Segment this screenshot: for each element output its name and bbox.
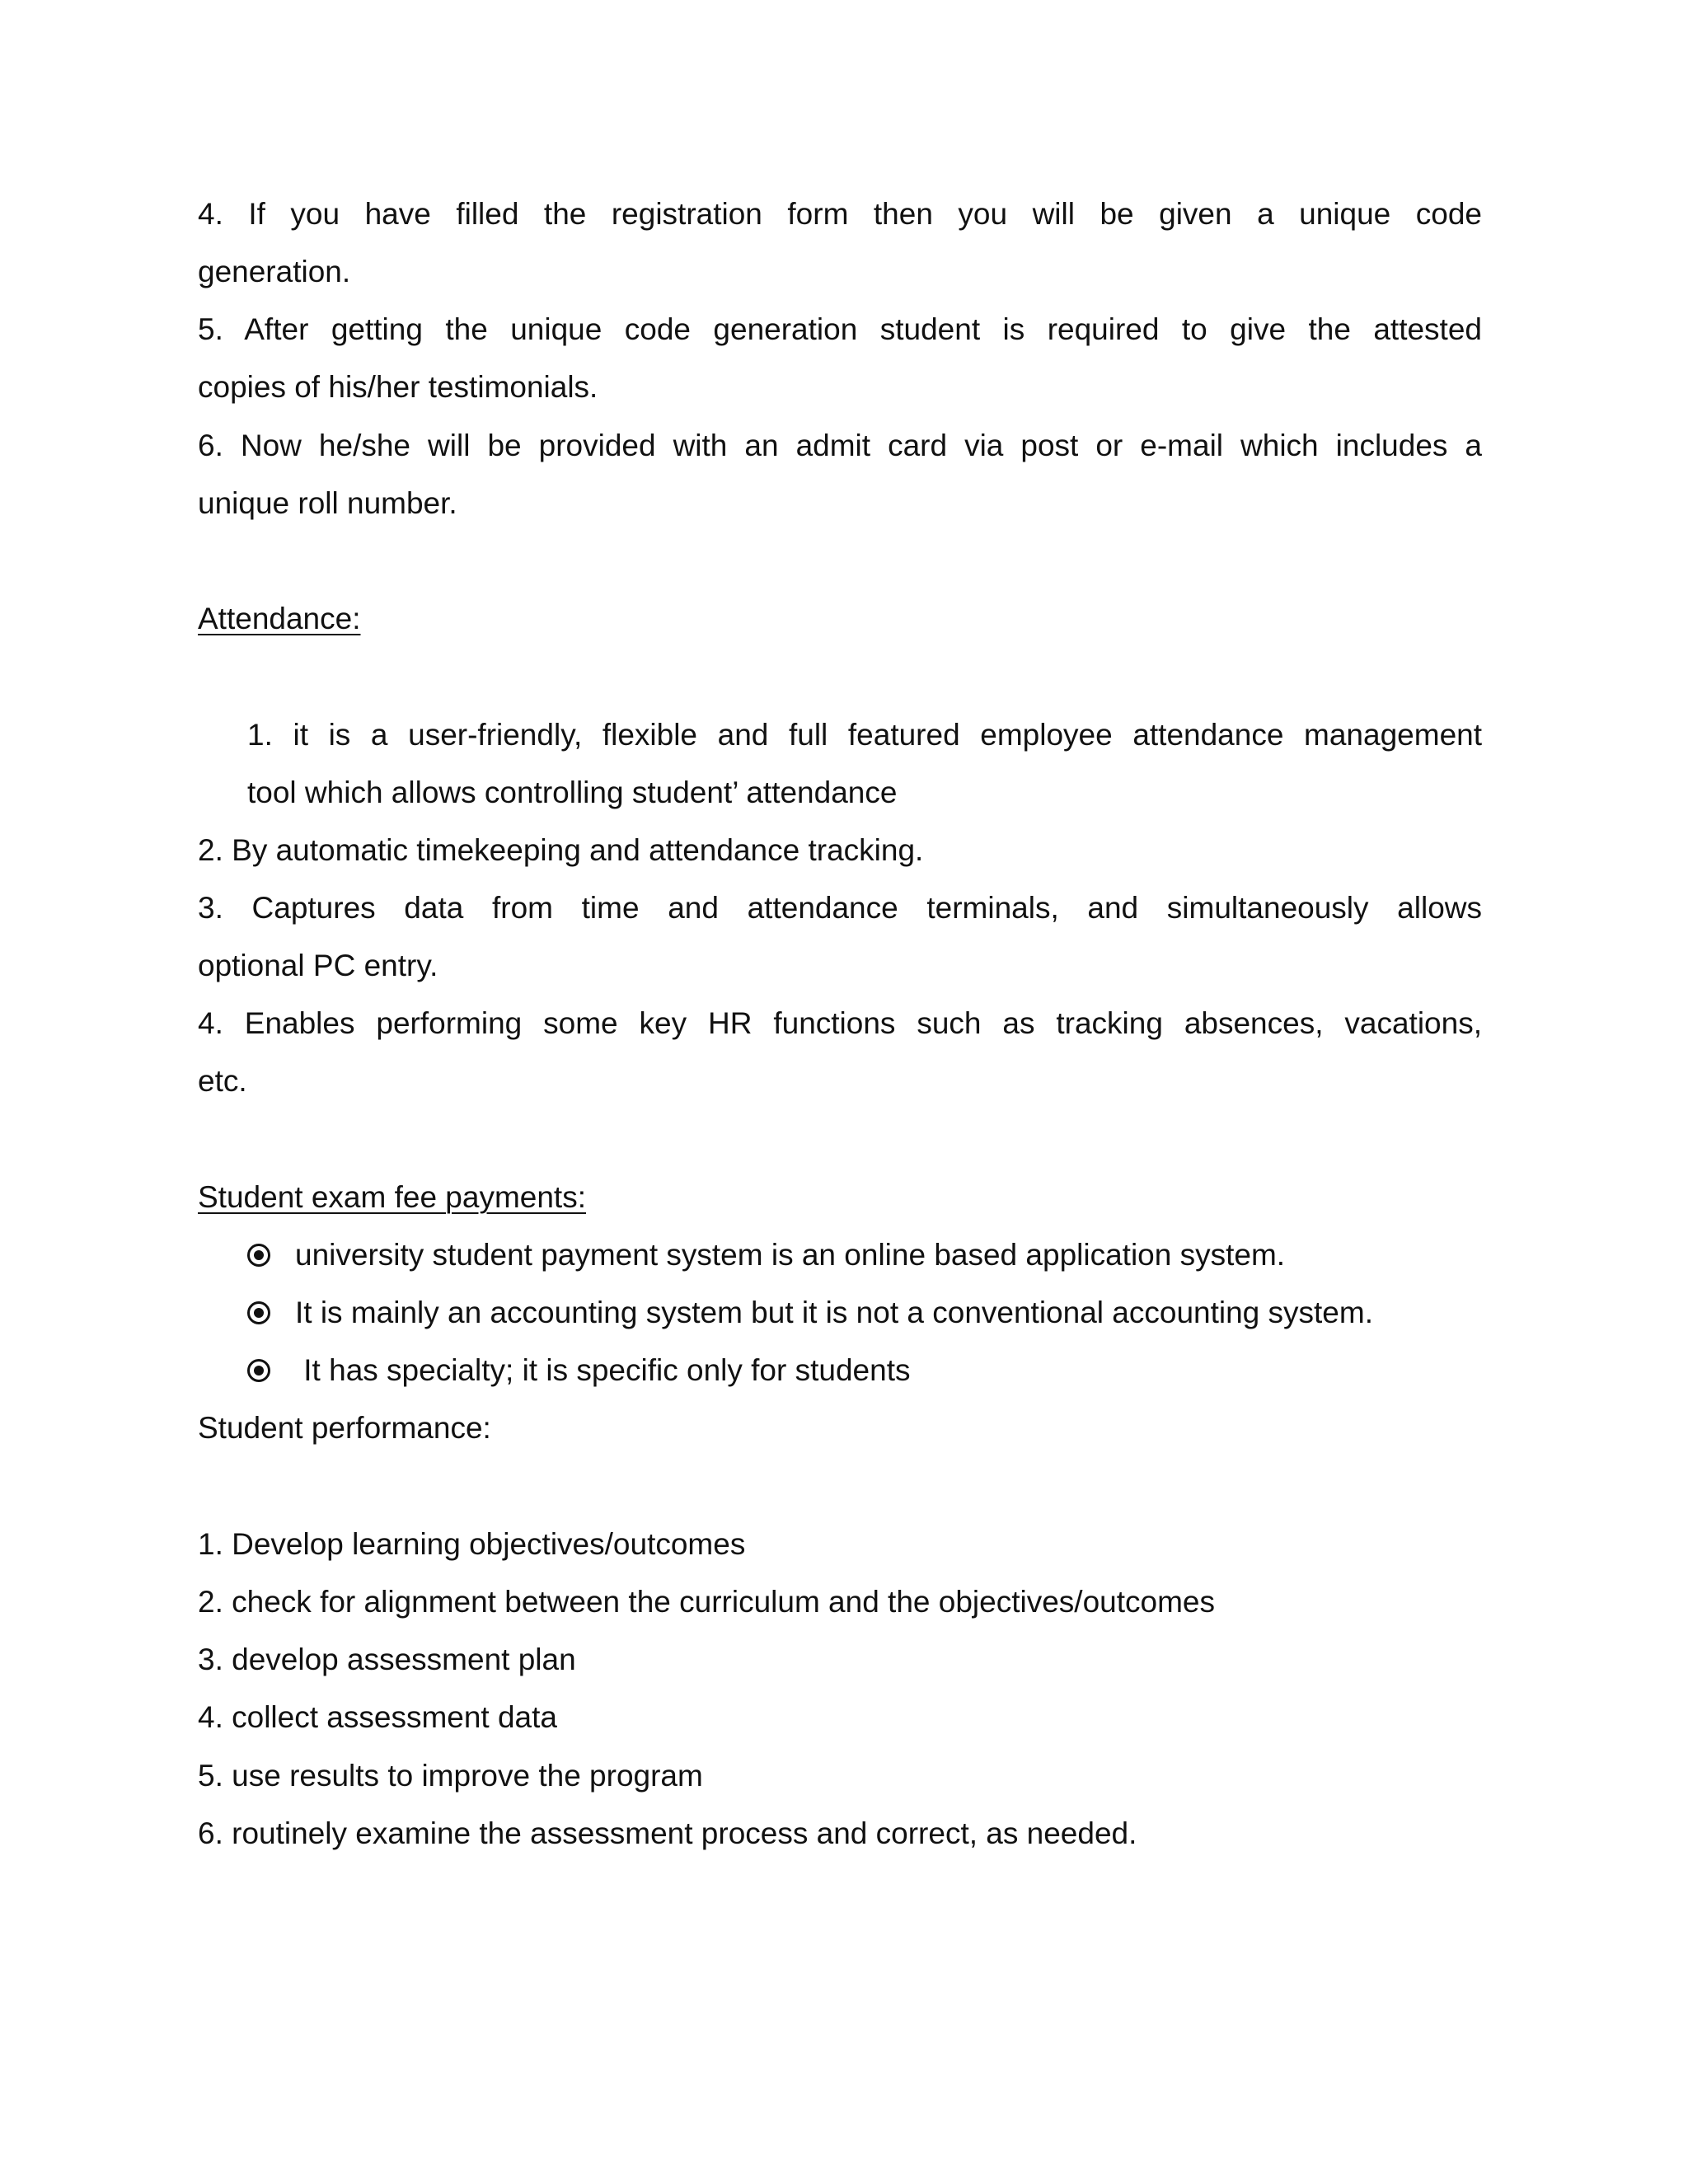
attendance-item-4-line-1: 4. Enables performing some key HR functions such as tracking absences, vacations,: [198, 1006, 1482, 1040]
attendance-item-1-line-1: 1. it is a user-friendly, flexible and full featured employee attendance management: [247, 718, 1482, 752]
performance-item-3: 3. develop assessment plan: [198, 1643, 576, 1676]
registration-step-6-line-2: unique roll number.: [198, 486, 457, 520]
registration-step-6-line-1: 6. Now he/she will be provided with an admit card via post or e-mail which includes a: [198, 429, 1482, 462]
radio-bullet-icon: [247, 1359, 270, 1382]
attendance-item-3-line-2: optional PC entry.: [198, 949, 438, 982]
registration-step-4-line-1: 4. If you have filled the registration form then you will be given a unique code: [198, 197, 1482, 231]
fee-payments-bullet-item: [247, 1237, 1285, 1273]
bullet-text: It is mainly an accounting system but it is not a conventional accounting system.: [295, 1296, 1373, 1329]
fee-payments-bullet-item: [247, 1352, 911, 1389]
registration-step-5-line-2: copies of his/her testimonials.: [198, 370, 598, 404]
performance-heading: Student performance:: [198, 1411, 491, 1445]
radio-bullet-icon: [247, 1301, 270, 1324]
fee-payments-heading: Student exam fee payments:: [198, 1180, 586, 1214]
attendance-item-4-line-2: etc.: [198, 1064, 247, 1098]
radio-bullet-icon: [247, 1244, 270, 1267]
fee-payments-bullet-item: [247, 1295, 1373, 1331]
performance-item-6: 6. routinely examine the assessment process and correct, as needed.: [198, 1816, 1137, 1850]
registration-step-5-line-1: 5. After getting the unique code generation student is required to give the attested: [198, 312, 1482, 346]
bullet-text: It has specialty; it is specific only for students: [295, 1353, 911, 1387]
performance-item-2: 2. check for alignment between the curriculum and the objectives/outcomes: [198, 1585, 1215, 1619]
attendance-item-2: 2. By automatic timekeeping and attendance tracking.: [198, 833, 924, 867]
bullet-text: university student payment system is an online based application system.: [295, 1238, 1286, 1272]
performance-item-1: 1. Develop learning objectives/outcomes: [198, 1527, 746, 1561]
attendance-heading: Attendance:: [198, 602, 361, 635]
registration-step-4-line-2: generation.: [198, 255, 351, 288]
attendance-item-3-line-1: 3. Captures data from time and attendance terminals, and simultaneously allows: [198, 891, 1482, 925]
performance-item-4: 4. collect assessment data: [198, 1700, 557, 1734]
attendance-item-1-line-2: tool which allows controlling student’ attendance: [247, 776, 898, 809]
performance-item-5: 5. use results to improve the program: [198, 1759, 703, 1793]
